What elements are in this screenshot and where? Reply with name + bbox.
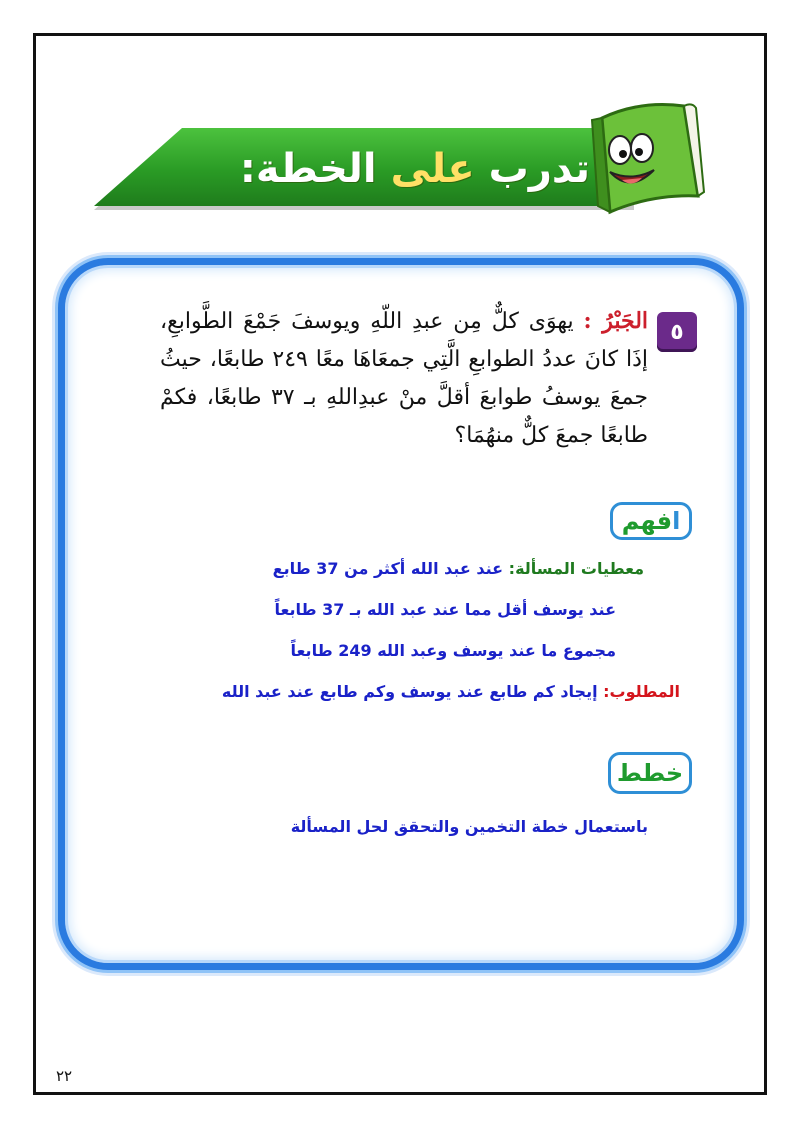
- book-mascot-icon: [580, 98, 708, 218]
- given-3: مجموع ما عند يوسف وعبد الله 249 طابعاً: [290, 641, 616, 660]
- givens-label: معطيات المسألة:: [508, 559, 644, 578]
- required-label: المطلوب:: [603, 682, 680, 701]
- required-line: [222, 682, 680, 701]
- required-text: إيجاد كم طابع عند يوسف وكم طابع عند عبد الله: [221, 682, 598, 701]
- given-2: عند يوسف أقل مما عند عبد الله بـ 37 طابعاً: [274, 600, 616, 619]
- banner-title: تدرب على الخطة:: [239, 146, 590, 192]
- problem-text: [160, 302, 648, 455]
- given-1: عند عبد الله أكثر من 37 طابع: [272, 559, 504, 578]
- plan-tag: خطط: [608, 752, 692, 794]
- understand-tag: ا فهم: [610, 502, 692, 540]
- givens-line: [273, 559, 644, 578]
- question-number-badge: ٥: [657, 312, 697, 352]
- problem-body: يهوَى كلٌّ مِن عبدِ اللّهِ ويوسفَ جَمْعَ الطَّوابعِ، إذَا كانَ عددُ الطوابعِ الَّتِي جمعَاهَا معًا ٢٤٩ طابعًا، حيثُ جمعَ يوسفُ طوابعَ أقلَّ منْ عبدِاللهِ بـ ٣٧ طابعًا، فكمْ طابعًا جمعَ كلٌّ منهُمَا؟: [160, 309, 648, 448]
- problem-keyword: الجَبْرُ :: [583, 308, 649, 334]
- page-number: ٢٢: [56, 1067, 73, 1085]
- plan-text: باستعمال خطة التخمين والتحقق لحل المسألة: [290, 817, 648, 836]
